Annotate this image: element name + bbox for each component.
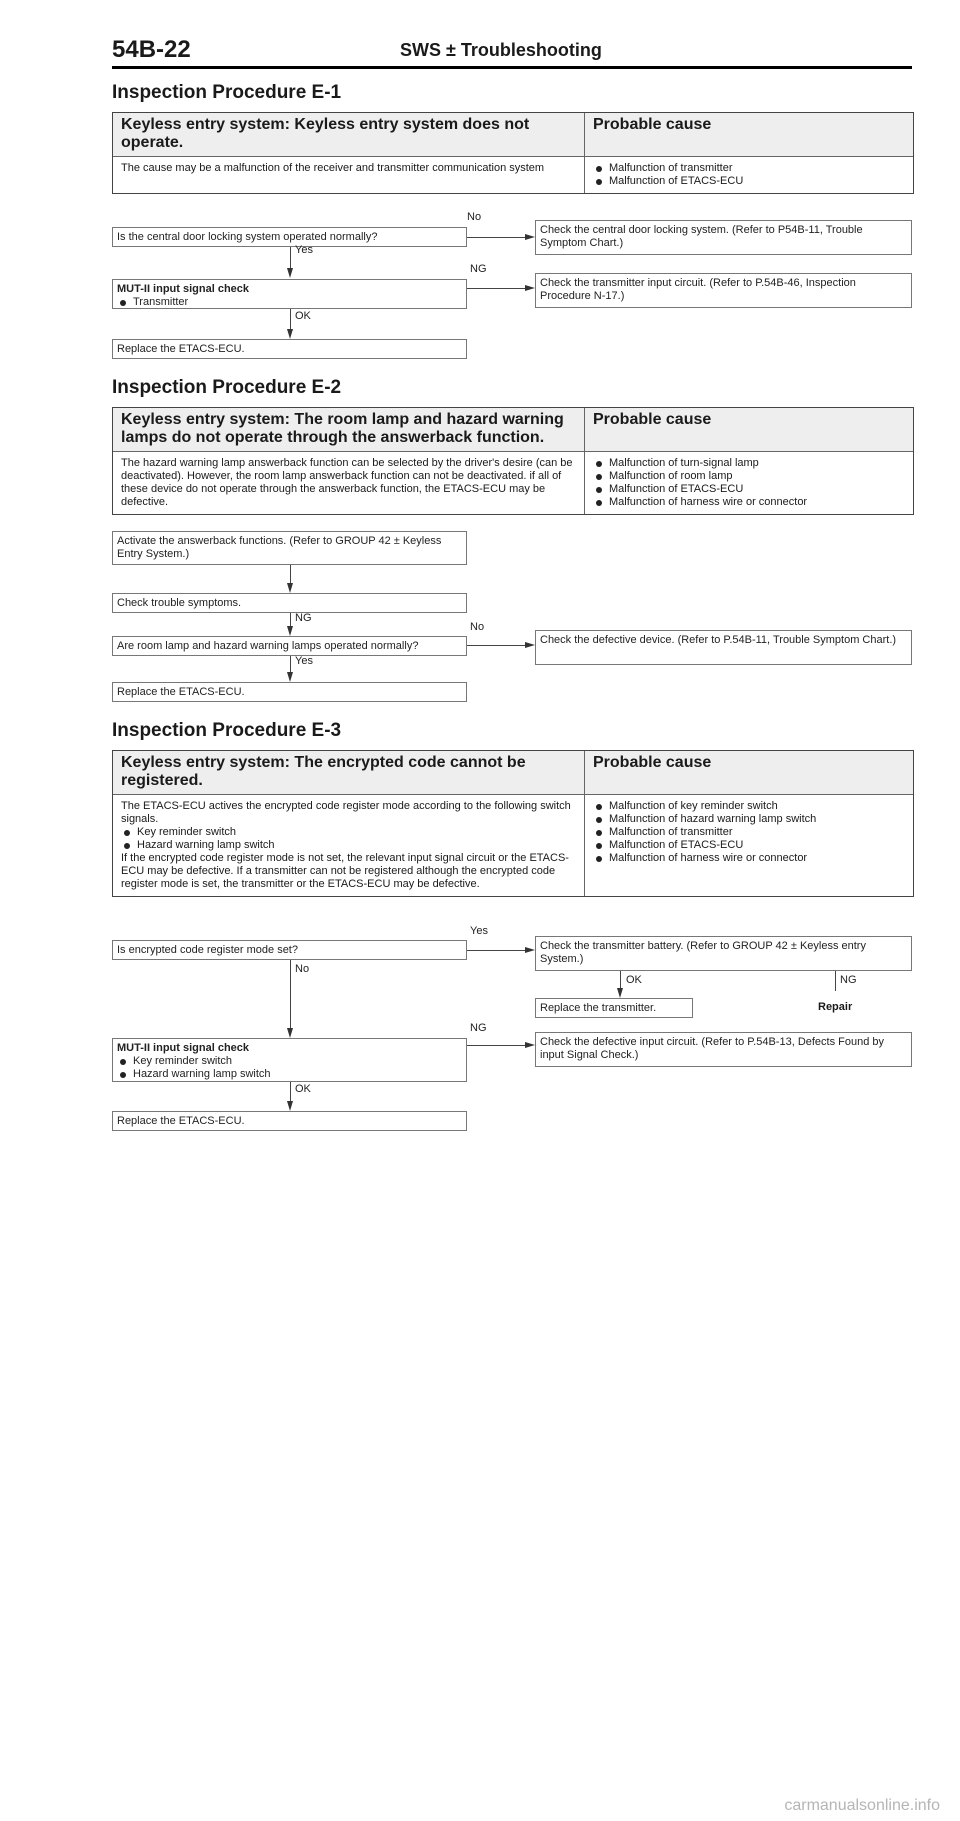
e3-cause-item: Malfunction of key reminder switch <box>593 800 905 813</box>
page-number: 54B-22 <box>112 36 191 63</box>
e1-desc: The cause may be a malfunction of the receiver and transmitter communication system <box>113 157 585 193</box>
e3-desc-item: Key reminder switch <box>121 826 576 839</box>
e3-s2-ng-arrow <box>525 1042 535 1048</box>
e3-s2-ok-arrow <box>287 1101 293 1111</box>
e2-cause-item: Malfunction of ETACS-ECU <box>593 483 905 496</box>
e2-q3-no-label: No <box>470 621 485 633</box>
e1-title: Inspection Procedure E-1 <box>112 82 342 103</box>
e1-s2-box <box>112 279 467 309</box>
e1-s2-ng-arrow <box>525 285 535 291</box>
e3-r2-box: Check the defective input circuit. (Refer to P.54B-13, Defects Found by input Signal Check.) <box>535 1032 912 1067</box>
e2-q3-yes-label: Yes <box>295 655 313 667</box>
e2-causes <box>585 452 913 514</box>
e2-cause-item: Malfunction of harness wire or connector <box>593 496 905 509</box>
e3-symptom-table <box>112 750 914 897</box>
e1-q1-no-arrow <box>525 234 535 240</box>
e3-s3-box: Replace the ETACS-ECU. <box>112 1111 467 1131</box>
e2-q3-yes-arrow <box>287 672 293 682</box>
e3-repair-text: Repair <box>818 1001 853 1013</box>
e2-title: Inspection Procedure E-2 <box>112 377 342 398</box>
e1-q1-yes-label: Yes <box>295 244 313 256</box>
e1-symptom-table <box>112 112 914 194</box>
e3-q1-yes-line <box>467 950 527 951</box>
e1-s2-ng-label: NG <box>470 263 487 275</box>
e2-cause-item: Malfunction of room lamp <box>593 470 905 483</box>
e3-cause-item: Malfunction of hazard warning lamp switch <box>593 813 905 826</box>
e3-q1-box: Is encrypted code register mode set? <box>112 940 467 960</box>
e3-s2-box <box>112 1038 467 1082</box>
e3-r1-ok-arrow <box>617 988 623 998</box>
e3-r1-ng-line <box>835 971 836 991</box>
e2-cause-item: Malfunction of turn-signal lamp <box>593 457 905 470</box>
e2-symptom: Keyless entry system: The room lamp and hazard warning lamps do not operate through the answerback function. <box>113 408 585 451</box>
e1-r1-box: Check the central door locking system. (Refer to P54B-11, Trouble Symptom Chart.) <box>535 220 912 255</box>
e3-q1-no-label: No <box>295 963 310 975</box>
e3-s2-item: Hazard warning lamp switch <box>117 1068 462 1081</box>
e3-q1-no-line <box>290 960 291 1032</box>
e1-symptom: Keyless entry system: Keyless entry system does not operate. <box>113 113 585 156</box>
e3-cause-item: Malfunction of harness wire or connector <box>593 852 905 865</box>
header-title: SWS ± Troubleshooting <box>400 40 602 60</box>
e3-title: Inspection Procedure E-3 <box>112 720 342 741</box>
e1-s2-ok-label: OK <box>295 310 311 322</box>
e3-s2-title: MUT-II input signal check <box>117 1042 250 1054</box>
e1-s2-item: Transmitter <box>117 296 462 309</box>
e3-cause-item: Malfunction of ETACS-ECU <box>593 839 905 852</box>
e3-desc-intro: The ETACS-ECU actives the encrypted code register mode according to the following switch signals. <box>121 800 571 825</box>
e1-cause-head: Probable cause <box>593 116 712 133</box>
e3-r1-ng-label: NG <box>840 974 857 986</box>
e2-q3-box: Are room lamp and hazard warning lamps operated normally? <box>112 636 467 656</box>
e1-s2-ng-line <box>467 288 527 289</box>
e2-desc: The hazard warning lamp answerback function can be selected by the driver's desire (can be deactivated). However, the room lamp answerback function can not be deactivated. if all of these device do not operate through the answerback function, the ETACS-ECU may be defective. <box>113 452 585 514</box>
e3-s2-item: Key reminder switch <box>117 1055 462 1068</box>
e1-s3-box: Replace the ETACS-ECU. <box>112 339 467 359</box>
e3-s2-ok-label: OK <box>295 1083 311 1095</box>
e3-s2-ng-label: NG <box>470 1022 487 1034</box>
e2-s2-box: Check trouble symptoms. <box>112 593 467 613</box>
e2-s1-box: Activate the answerback functions. (Refer to GROUP 42 ± Keyless Entry System.) <box>112 531 467 565</box>
e2-r3-box: Check the defective device. (Refer to P.54B-11, Trouble Symptom Chart.) <box>535 630 912 665</box>
e1-q1-box: Is the central door locking system operated normally? <box>112 227 467 247</box>
e2-q3-no-arrow <box>525 642 535 648</box>
e1-q1-yes-arrow <box>287 268 293 278</box>
e1-cause-item: Malfunction of transmitter <box>593 162 905 175</box>
e2-s2-ng-arrow <box>287 626 293 636</box>
e3-r1-ok-box: Replace the transmitter. <box>535 998 693 1018</box>
e3-cause-head: Probable cause <box>593 754 712 771</box>
e1-causes <box>585 157 913 193</box>
e3-q1-yes-arrow <box>525 947 535 953</box>
e3-s2-ng-line <box>467 1045 527 1046</box>
e3-q1-no-arrow <box>287 1028 293 1038</box>
e2-symptom-table <box>112 407 914 515</box>
e2-s2-ng-label: NG <box>295 612 312 624</box>
e3-causes <box>585 795 913 896</box>
e3-q1-yes-label: Yes <box>470 925 488 937</box>
e3-desc-rest: If the encrypted code register mode is not set, the relevant input signal circuit or the ETACS-ECU may be defective. If a transmitter can not be registered although the encrypted code register mode is set, the transmitter or the ETACS-ECU may be defective. <box>121 852 569 890</box>
e1-r2-box: Check the transmitter input circuit. (Refer to P.54B-46, Inspection Procedure N-17.) <box>535 273 912 308</box>
e1-s2-ok-arrow <box>287 329 293 339</box>
e1-cause-item: Malfunction of ETACS-ECU <box>593 175 905 188</box>
header-rule <box>112 66 912 69</box>
e3-desc <box>113 795 585 896</box>
footer-watermark: carmanualsonline.info <box>784 1797 940 1814</box>
e2-cause-head: Probable cause <box>593 411 712 428</box>
e2-q3-no-line <box>467 645 527 646</box>
e3-r1-box: Check the transmitter battery. (Refer to GROUP 42 ± Keyless entry System.) <box>535 936 912 971</box>
e1-q1-no-line <box>467 237 527 238</box>
e3-cause-item: Malfunction of transmitter <box>593 826 905 839</box>
e3-symptom: Keyless entry system: The encrypted code cannot be registered. <box>113 751 585 794</box>
e1-q1-no-label: No <box>467 211 482 223</box>
e1-s2-title: MUT-II input signal check <box>117 283 250 295</box>
e2-s1-arrow <box>287 583 293 593</box>
e2-s4-box: Replace the ETACS-ECU. <box>112 682 467 702</box>
e3-desc-item: Hazard warning lamp switch <box>121 839 576 852</box>
e3-r1-ok-label: OK <box>626 974 642 986</box>
